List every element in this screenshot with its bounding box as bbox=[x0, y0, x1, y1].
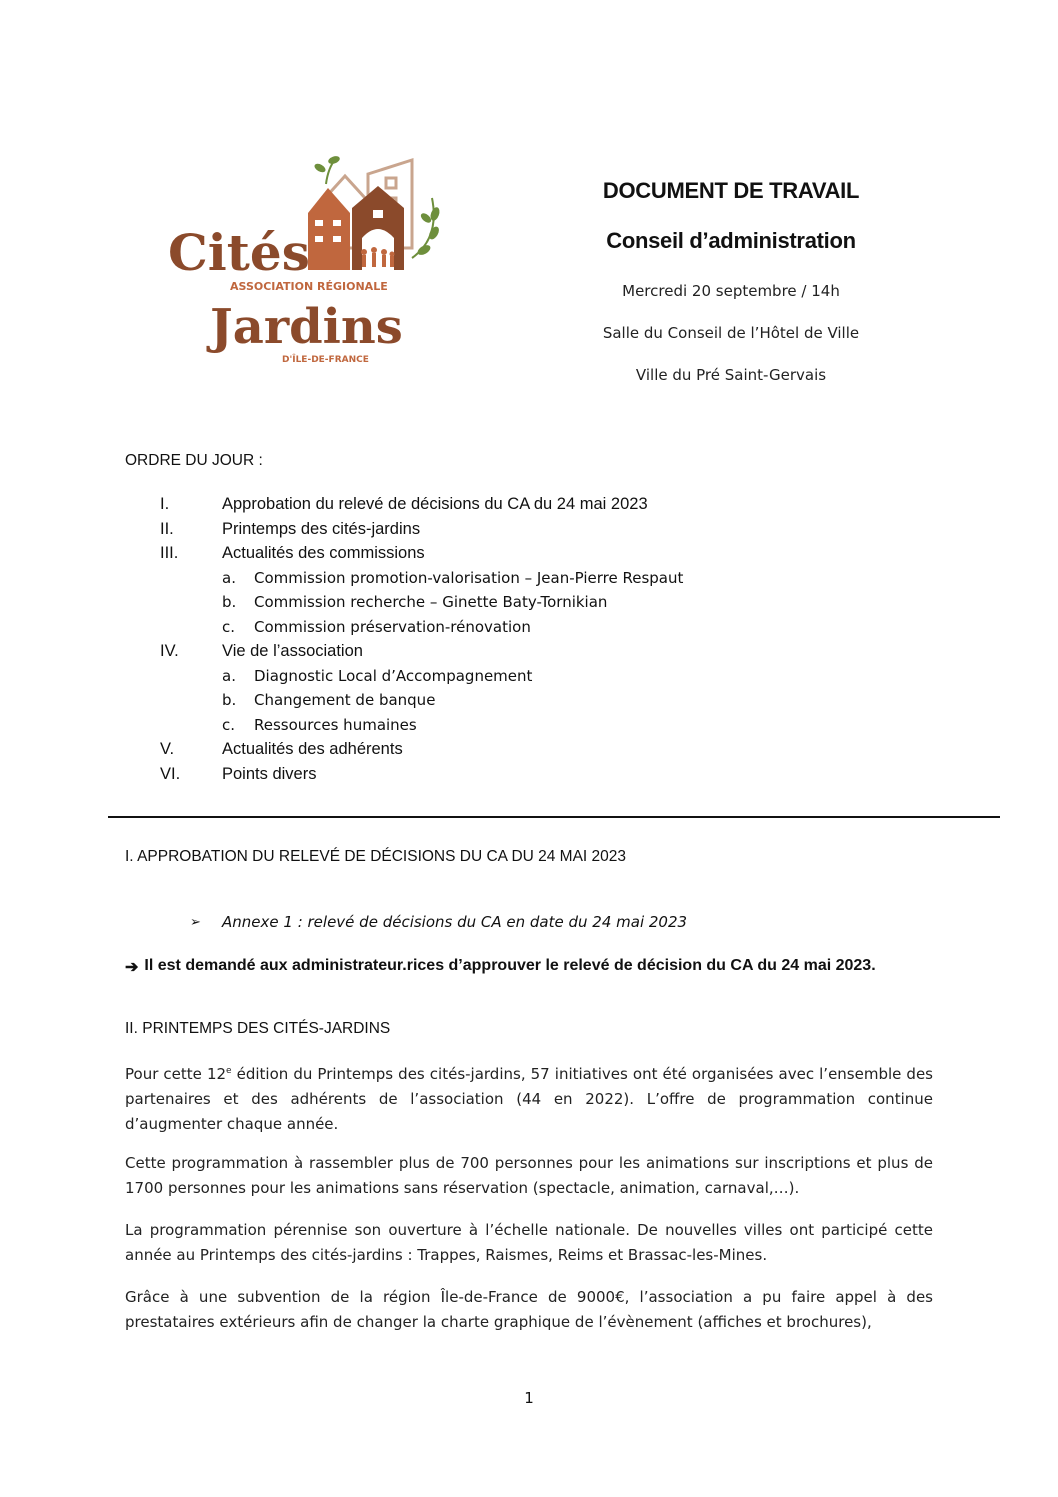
document-title: DOCUMENT DE TRAVAIL bbox=[602, 178, 860, 203]
agenda-item-number: II. bbox=[160, 519, 174, 538]
agenda-subitem-letter: a. bbox=[222, 666, 236, 685]
superscript: e bbox=[226, 1066, 232, 1076]
paragraph: Grâce à une subvention de la région Île-de-France de 9000€, l’association a pu faire appel à des prestataires extérieurs afin de changer la charte graphique de l’évènement (affiches et brochures), bbox=[125, 1288, 933, 1331]
approval-request bbox=[125, 957, 876, 977]
section-heading: I. APPROBATION DU RELEVÉ DE DÉCISIONS DU CA DU 24 MAI 2023 bbox=[125, 848, 627, 865]
agenda-subitem bbox=[160, 566, 860, 591]
section-heading: II. PRINTEMPS DES CITÉS-JARDINS bbox=[125, 1020, 391, 1037]
agenda-subitem-text: Commission promotion-valorisation – Jean-Pierre Respaut bbox=[254, 568, 684, 587]
agenda-item-text: Points divers bbox=[222, 764, 317, 783]
document-subtitle: Conseil d’administration bbox=[606, 228, 856, 253]
agenda-item-number: III. bbox=[160, 544, 179, 562]
agenda-item bbox=[160, 762, 860, 787]
arrow-bullet-icon: ➢ bbox=[190, 914, 201, 930]
logo-region: D'ÎLE-DE-FRANCE bbox=[282, 355, 369, 365]
agenda-item-text: Actualités des adhérents bbox=[222, 740, 403, 758]
logo-graphic bbox=[150, 138, 460, 378]
agenda-item-text: Vie de l’association bbox=[222, 642, 363, 660]
agenda-item bbox=[160, 541, 860, 566]
approval-request-text: Il est demandé aux administrateur.rices d’approuver le relevé de décision du CA du 24 mai 2023. bbox=[144, 957, 876, 974]
logo-word-cites: Cités bbox=[168, 223, 310, 282]
annex-note bbox=[190, 913, 687, 931]
agenda-item-number: I. bbox=[160, 495, 170, 513]
agenda-item-number: V. bbox=[160, 740, 175, 758]
agenda-subitem bbox=[160, 664, 860, 689]
agenda-item-text: Actualités des commissions bbox=[222, 544, 425, 562]
agenda-item bbox=[160, 639, 860, 664]
logo-tagline: ASSOCIATION RÉGIONALE bbox=[230, 280, 388, 293]
agenda-heading: ORDRE DU JOUR : bbox=[125, 452, 263, 469]
page-number: 1 bbox=[524, 1389, 534, 1407]
agenda-item bbox=[160, 517, 860, 542]
agenda-subitem-text: Diagnostic Local d’Accompagnement bbox=[254, 666, 533, 685]
agenda-subitem-letter: b. bbox=[222, 593, 237, 611]
agenda-item-text: Printemps des cités-jardins bbox=[222, 519, 421, 538]
paragraph bbox=[125, 1059, 933, 1137]
agenda-item-number: IV. bbox=[160, 642, 179, 660]
meeting-room: Salle du Conseil de l’Hôtel de Ville bbox=[602, 324, 860, 342]
agenda-subitem-letter: b. bbox=[222, 691, 237, 709]
agenda-subitem-text: Commission préservation-rénovation bbox=[254, 617, 531, 636]
agenda-item bbox=[160, 492, 860, 517]
agenda-subitem-text: Ressources humaines bbox=[254, 715, 417, 734]
agenda-subitem-letter: c. bbox=[222, 617, 236, 636]
agenda-subitem bbox=[160, 615, 860, 640]
arrow-right-icon: ➔ bbox=[125, 959, 139, 976]
agenda-subitem-letter: c. bbox=[222, 715, 236, 734]
agenda-subitem-text: Changement de banque bbox=[254, 691, 436, 709]
agenda-subitem-text: Commission recherche – Ginette Baty-Tornikian bbox=[254, 593, 608, 611]
agenda-item-text: Approbation du relevé de décisions du CA du 24 mai 2023 bbox=[222, 495, 648, 513]
annex-text: Annexe 1 : relevé de décisions du CA en date du 24 mai 2023 bbox=[222, 913, 688, 931]
agenda-item bbox=[160, 737, 860, 762]
agenda-subitem bbox=[160, 688, 860, 713]
agenda-subitem bbox=[160, 590, 860, 615]
agenda-subitem-letter: a. bbox=[222, 568, 236, 587]
logo bbox=[150, 138, 460, 378]
paragraph-text: édition du Printemps des cités-jardins, 57 initiatives ont été organisées avec l’ensemble des partenaires et des adhérents de l’association (44 en 2022). L’offre de programmation continue d’augmenter chaque année. bbox=[125, 1065, 933, 1133]
agenda-item-number: VI. bbox=[160, 764, 181, 783]
paragraph: La programmation pérennise son ouverture à l’échelle nationale. De nouvelles villes ont participé cette année au Printemps des cités-jardins : Trappes, Raismes, Reims et Brassac-les-Mines. bbox=[125, 1221, 933, 1264]
agenda-list bbox=[160, 492, 860, 786]
logo-word-jardins: Jardins bbox=[210, 299, 403, 355]
section-divider bbox=[108, 816, 1000, 818]
meeting-date: Mercredi 20 septembre / 14h bbox=[622, 282, 840, 300]
paragraph-text: Pour cette 12 bbox=[125, 1065, 227, 1083]
meeting-city: Ville du Pré Saint-Gervais bbox=[635, 366, 827, 384]
agenda-subitem bbox=[160, 713, 860, 738]
house-left-icon bbox=[308, 188, 350, 270]
paragraph: Cette programmation à rassembler plus de 700 personnes pour les animations sur inscriptions et plus de 1700 personnes pour les animations sans réservation (spectacle, animation, carnaval,…). bbox=[125, 1154, 933, 1197]
